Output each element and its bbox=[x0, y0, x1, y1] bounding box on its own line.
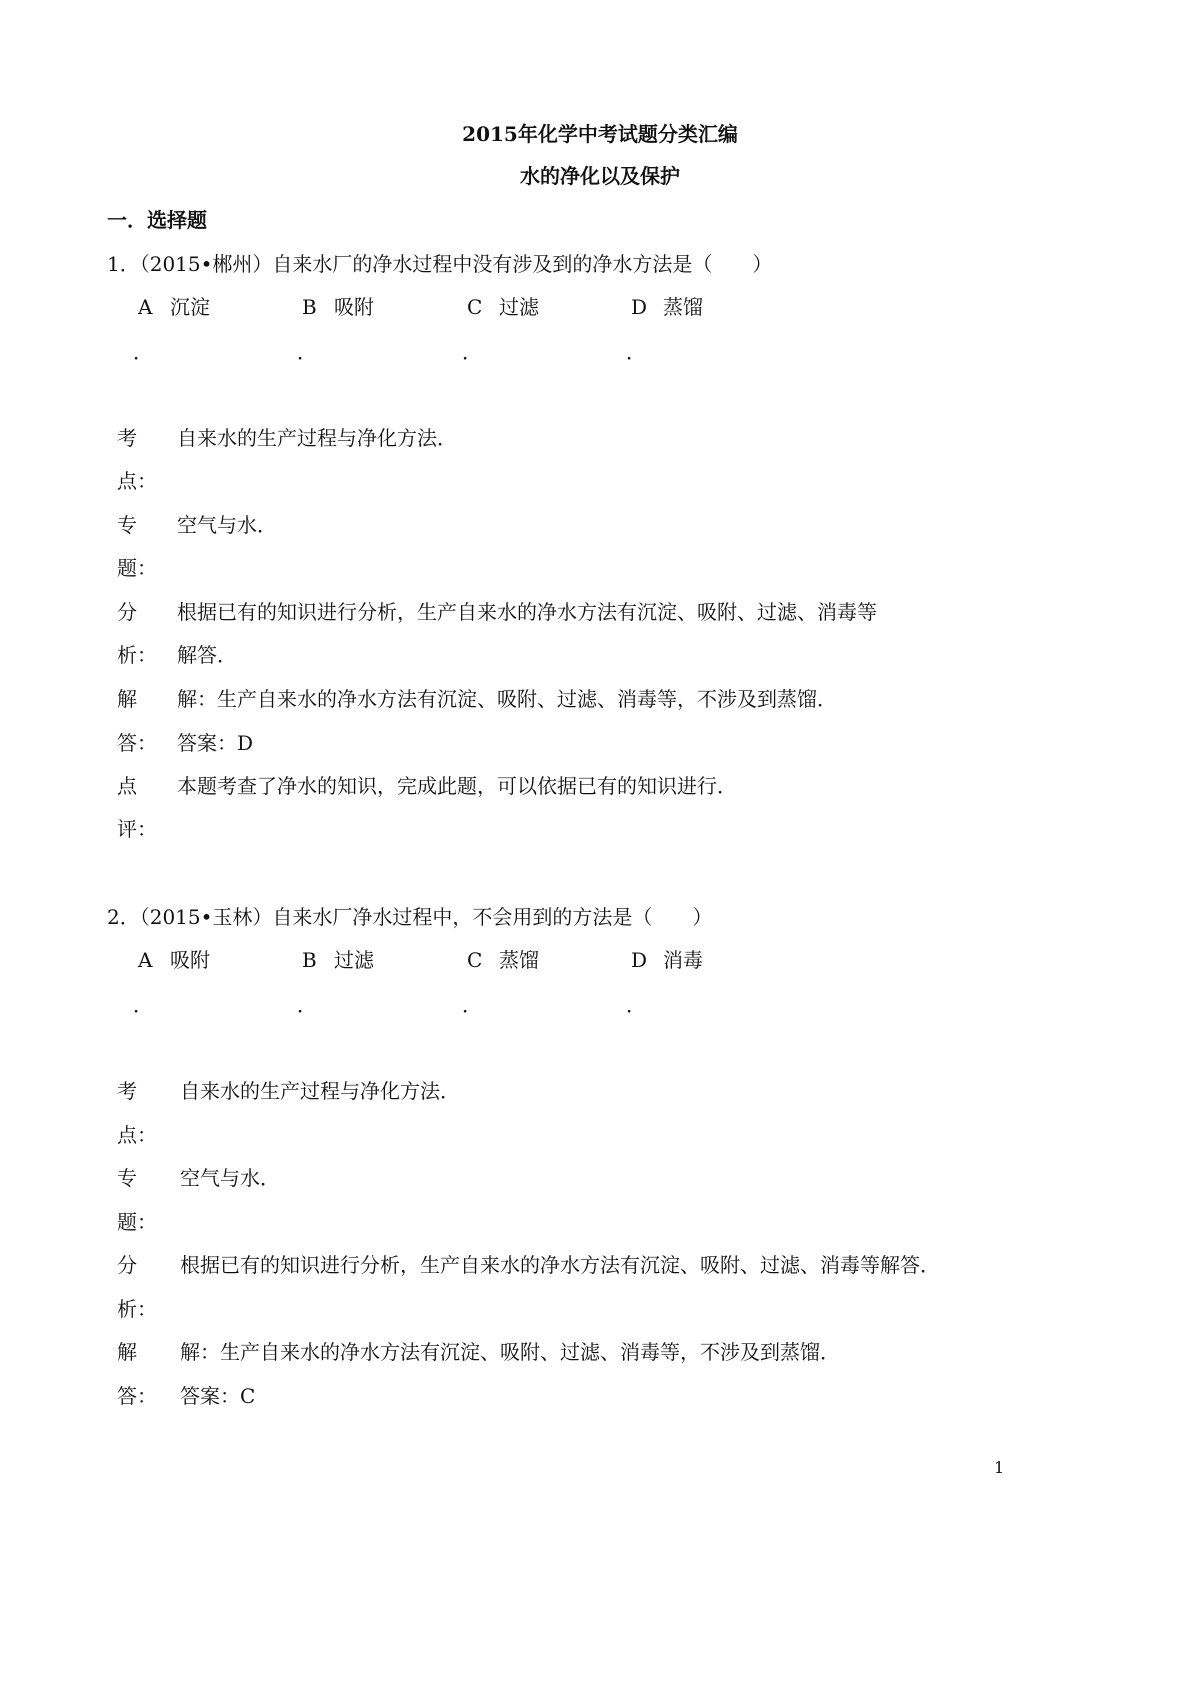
option-d bbox=[631, 944, 703, 973]
option-a bbox=[138, 291, 210, 320]
option-dot: ． bbox=[626, 340, 646, 364]
label-jieda-1: 解 bbox=[117, 687, 137, 711]
question-stem: 1．（2015•郴州）自来水厂的净水过程中没有涉及到的净水方法是（ ） bbox=[107, 252, 773, 276]
option-dot: ． bbox=[297, 340, 317, 364]
fenxi-text-line1: 根据已有的知识进行分析，生产自来水的净水方法有沉淀、吸附、过滤、消毒等 bbox=[177, 600, 877, 624]
option-text: 过滤 bbox=[334, 948, 374, 972]
document-subtitle: 水的净化以及保护 bbox=[520, 164, 680, 188]
option-dot: ． bbox=[297, 993, 317, 1017]
section-heading: 一．选择题 bbox=[107, 208, 207, 232]
option-text: 吸附 bbox=[334, 295, 374, 319]
option-c bbox=[467, 291, 539, 320]
option-b bbox=[302, 291, 374, 320]
option-text: 吸附 bbox=[170, 948, 210, 972]
option-letter: B bbox=[302, 948, 317, 972]
label-dianping-2: 评： bbox=[117, 817, 157, 841]
label-zhuanti-2: 题： bbox=[117, 556, 157, 580]
option-a bbox=[138, 944, 210, 973]
option-dot: ． bbox=[462, 993, 482, 1017]
fenxi-text: 根据已有的知识进行分析，生产自来水的净水方法有沉淀、吸附、过滤、消毒等解答． bbox=[180, 1253, 940, 1277]
kaodian-text: 自来水的生产过程与净化方法． bbox=[177, 426, 457, 450]
label-kaodian-1: 考 bbox=[117, 426, 137, 450]
label-zhuanti-1: 专 bbox=[117, 1166, 137, 1190]
jieda-text-line1: 解：生产自来水的净水方法有沉淀、吸附、过滤、消毒等，不涉及到蒸馏． bbox=[177, 687, 837, 711]
zhuanti-text: 空气与水． bbox=[180, 1166, 280, 1190]
option-letter: C bbox=[467, 295, 483, 319]
option-dot: ． bbox=[133, 993, 153, 1017]
option-text: 蒸馏 bbox=[499, 948, 539, 972]
option-letter: D bbox=[631, 295, 648, 319]
label-jieda-2: 答： bbox=[117, 1384, 157, 1408]
option-text: 过滤 bbox=[499, 295, 539, 319]
label-zhuanti-2: 题： bbox=[117, 1210, 157, 1234]
option-c bbox=[467, 944, 539, 973]
kaodian-text: 自来水的生产过程与净化方法． bbox=[180, 1079, 460, 1103]
label-kaodian-2: 点： bbox=[117, 1123, 157, 1147]
option-text: 沉淀 bbox=[170, 295, 210, 319]
option-text: 蒸馏 bbox=[663, 295, 703, 319]
dianping-text: 本题考查了净水的知识，完成此题，可以依据已有的知识进行． bbox=[177, 774, 737, 798]
label-zhuanti-1: 专 bbox=[117, 513, 137, 537]
label-fenxi-1: 分 bbox=[117, 1253, 137, 1277]
option-letter: A bbox=[138, 295, 153, 319]
option-d bbox=[631, 291, 703, 320]
label-jieda-1: 解 bbox=[117, 1340, 137, 1364]
option-letter: A bbox=[138, 948, 153, 972]
option-letter: C bbox=[467, 948, 483, 972]
option-b bbox=[302, 944, 374, 973]
option-text: 消毒 bbox=[663, 948, 703, 972]
zhuanti-text: 空气与水． bbox=[177, 513, 277, 537]
label-jieda-2: 答： bbox=[117, 731, 157, 755]
page-number: 1 bbox=[994, 1458, 1005, 1477]
fenxi-text-line2: 解答． bbox=[177, 643, 237, 667]
jieda-answer: 答案：D bbox=[177, 731, 254, 755]
label-kaodian-2: 点： bbox=[117, 469, 157, 493]
label-kaodian-1: 考 bbox=[117, 1079, 137, 1103]
question-stem: 2．（2015•玉林）自来水厂净水过程中，不会用到的方法是（ ） bbox=[107, 905, 713, 929]
option-dot: ． bbox=[462, 340, 482, 364]
label-fenxi-2: 析： bbox=[117, 643, 157, 667]
document-title: 2015年化学中考试题分类汇编 bbox=[462, 122, 738, 146]
option-dot: ． bbox=[133, 340, 153, 364]
label-fenxi-1: 分 bbox=[117, 600, 137, 624]
jieda-text-line1: 解：生产自来水的净水方法有沉淀、吸附、过滤、消毒等，不涉及到蒸馏． bbox=[180, 1340, 840, 1364]
jieda-answer: 答案：C bbox=[180, 1384, 256, 1408]
option-dot: ． bbox=[626, 993, 646, 1017]
label-fenxi-2: 析： bbox=[117, 1297, 157, 1321]
option-letter: D bbox=[631, 948, 648, 972]
label-dianping-1: 点 bbox=[117, 774, 137, 798]
option-letter: B bbox=[302, 295, 317, 319]
